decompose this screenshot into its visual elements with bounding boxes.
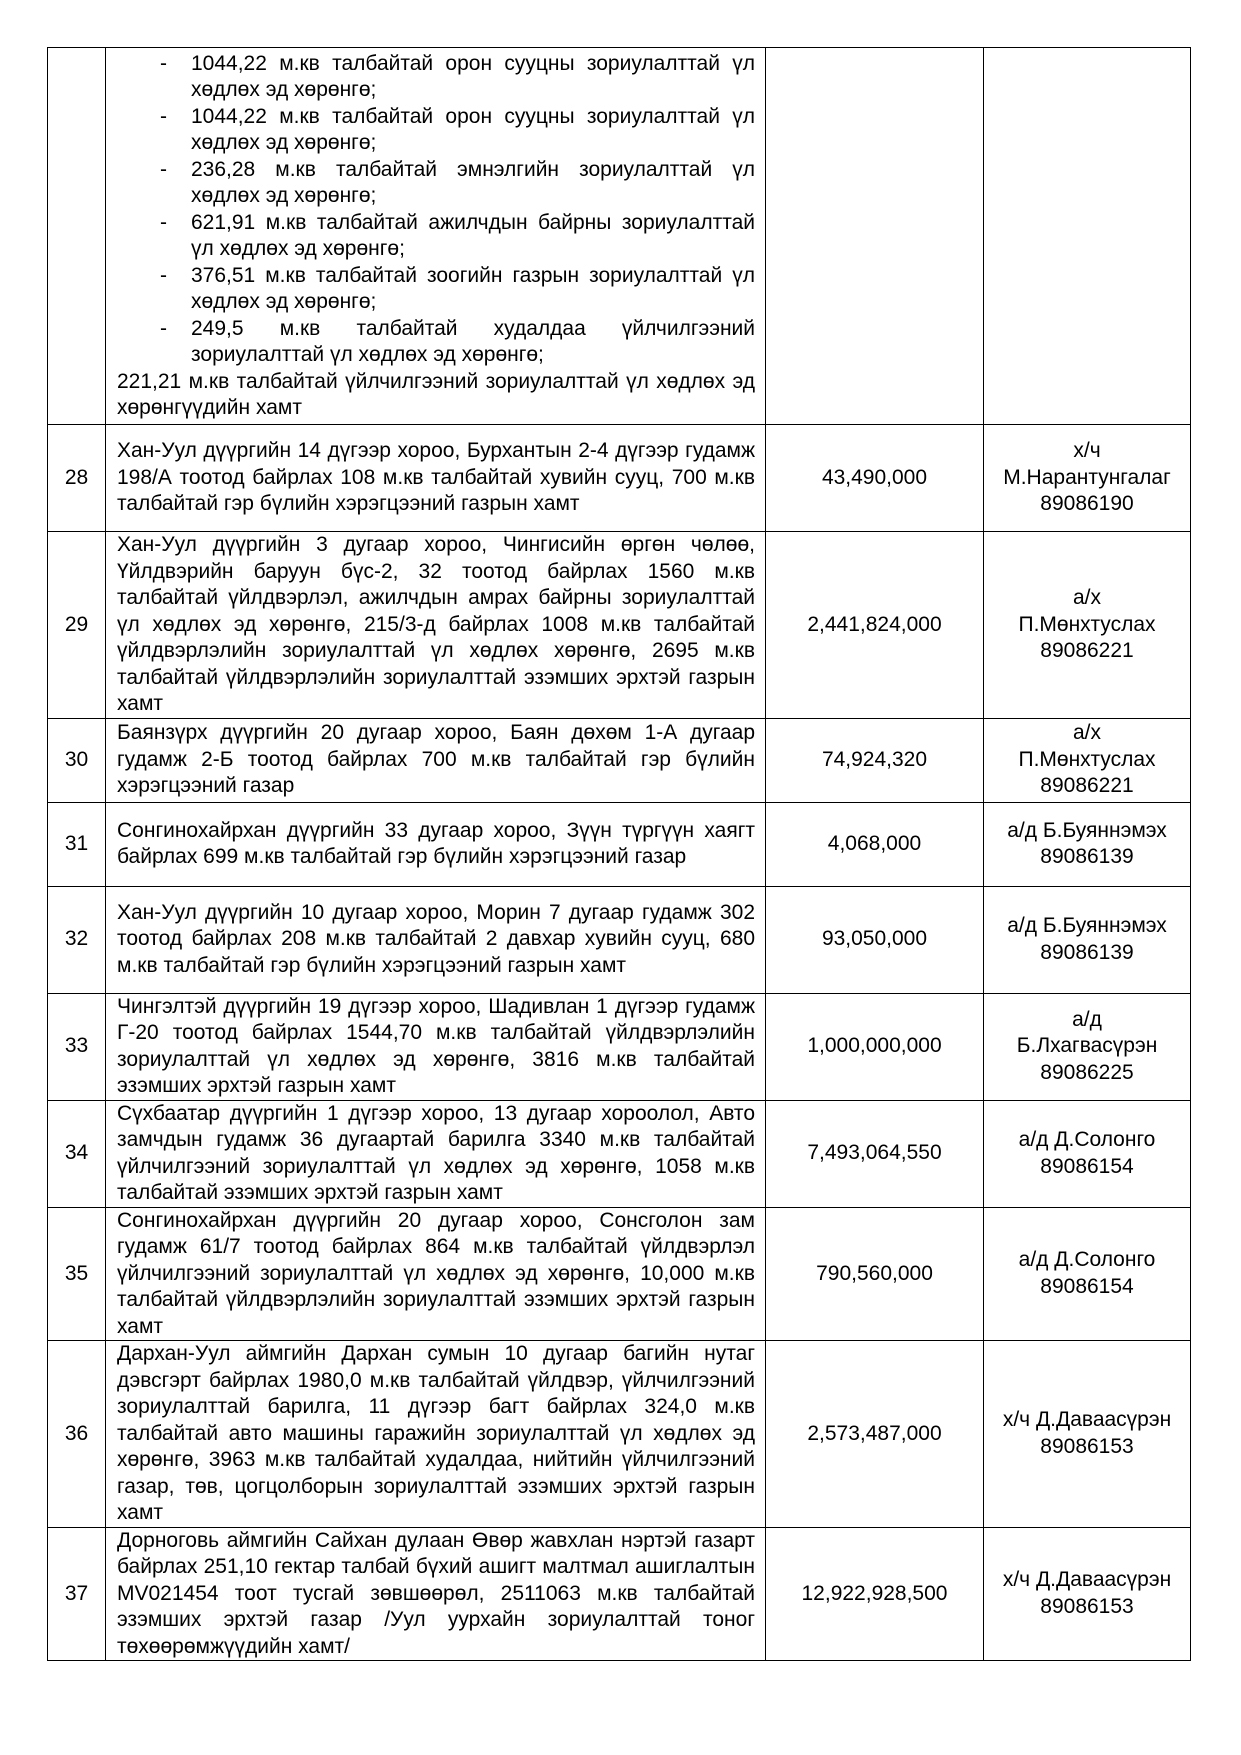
contact-cell [984, 802, 1191, 886]
property-description: Сүхбаатар дүүргийн 1 дүгээр хороо, 13 дугаар хороолол, Авто замчдын гудамж 36 дугаартай барилга 3340 м.кв талбайтай үйлчилгээний зориулалттай үл хөдлөх эд хөрөнгө, 1058 м.кв талбайтай эзэмших эрхтэй газрын хамт [117, 1101, 755, 1204]
asset-text: 621,91 м.кв талбайтай ажилчдын байрны зориулалттай үл хөдлөх эд хөрөнгө; [191, 210, 755, 260]
contact-line: а/д Д.Солонго [1018, 1128, 1156, 1151]
dash-bullet-icon: - [160, 316, 167, 340]
table-row [48, 993, 1191, 1100]
row-number-cell: 28 [48, 425, 106, 532]
dash-bullet-icon: - [160, 210, 167, 234]
row-number-cell: 37 [48, 1527, 106, 1661]
property-description: Хан-Уул дүүргийн 10 дугаар хороо, Морин 7 дугаар гудамж 302 тоотод байрлах 208 м.кв талбайтай 2 давхар хувийн сууц, 680 м.кв талбайтай гэр бүлийн хэрэгцээний газрын хамт [117, 900, 755, 977]
contact-cell [984, 1207, 1191, 1341]
contact-line: х/ч Д.Даваасүрэн [1002, 1408, 1172, 1432]
description-cell [106, 886, 766, 993]
row-number-cell: 30 [48, 718, 106, 802]
contact-line: а/д Д.Солонго [1018, 1248, 1156, 1272]
property-description: Хан-Уул дүүргийн 3 дугаар хороо, Чингисийн өргөн чөлөө, Үйлдвэрийн баруун бүс-2, 32 тоотод байрлах 1560 м.кв талбайтай үйлдвэрлэл, ажилчдын амрах байрны зориулалттай үл хөдлөх эд хөрөнгө, 215/3-д байрлах 1008 м.кв талбайтай үйлдвэрлэлийн зориулалттай үл хөдлөх хөрөнгө, 2695 м.кв талбайтай үйлдвэрлэлийн зориулалттай эзэмших эрхтэй газрын хамт [117, 533, 755, 715]
contact-cell [984, 425, 1191, 532]
contact-line: а/х [1072, 721, 1101, 745]
contact-line: 89086221 [1040, 639, 1134, 662]
property-description: Чингэлтэй дүүргийн 19 дүгээр хороо, Шадивлан 1 дүгээр гудамж Г-20 тоотод байрлах 1544,70 м.кв талбайтай үйлдвэрлэлийн зориулалттай үл хөдлөх эд хөрөнгө, 3816 м.кв талбайтай эзэмших эрхтэй газрын хамт [117, 994, 755, 1097]
contact-line: 89086154 [1040, 1274, 1134, 1298]
contact-line: а/х [1072, 586, 1101, 609]
contact-line: а/д Б.Буяннэмэх [1007, 818, 1167, 842]
contact-cell [984, 1341, 1191, 1528]
row-number-cell: 29 [48, 532, 106, 719]
contact-line: 89086190 [1040, 492, 1134, 516]
price-cell: 790,560,000 [766, 1207, 984, 1341]
price-cell [766, 48, 984, 425]
asset-list-item [117, 210, 755, 263]
contact-cell [984, 993, 1191, 1100]
price-cell: 2,573,487,000 [766, 1341, 984, 1528]
description-cell [106, 1207, 766, 1341]
price-cell: 1,000,000,000 [766, 993, 984, 1100]
property-description: Хан-Уул дүүргийн 14 дүгээр хороо, Бурхантын 2-4 дүгээр гудамж 198/А тоотод байрлах 108 м.кв талбайтай хувийн сууц, 700 м.кв талбайтай гэр бүлийн хэрэгцээний газрын хамт [117, 439, 755, 516]
description-cell [106, 1100, 766, 1207]
contact-line: 89086139 [1040, 845, 1134, 868]
description-cell [106, 993, 766, 1100]
property-description: Дорноговь аймгийн Сайхан дулаан Өвөр жавхлан нэртэй газарт байрлах 251,10 гектар талбай бүхий ашигт малтмал ашиглалтын MV021454 тоот тусгай зөвшөөрөл, 2511063 м.кв талбайтай эзэмших эрхтэй газар /Уул уурхайн зориулалттай тоног төхөөрөмжүүдийн хамт/ [117, 1528, 755, 1658]
price-cell: 7,493,064,550 [766, 1100, 984, 1207]
asset-text: 1044,22 м.кв талбайтай орон сууцны зориулалттай үл хөдлөх эд хөрөнгө; [191, 104, 755, 154]
contact-line: 89086153 [1040, 1434, 1134, 1458]
asset-list-tail: 221,21 м.кв талбайтай үйлчилгээний зориулалттай үл хөдлөх эд хөрөнгүүдийн хамт [117, 369, 755, 419]
price-cell: 12,922,928,500 [766, 1527, 984, 1661]
contact-line: М.Нарантунгалаг [1003, 465, 1171, 489]
contact-cell [984, 886, 1191, 993]
table-row [48, 1207, 1191, 1341]
contact-cell [984, 48, 1191, 425]
row-number-cell: 34 [48, 1100, 106, 1207]
price-cell: 43,490,000 [766, 425, 984, 532]
contact-line: 89086154 [1040, 1154, 1134, 1178]
contact-line: 89086221 [1040, 774, 1134, 798]
contact-cell [984, 718, 1191, 802]
contact-cell [984, 1100, 1191, 1207]
asset-text: 236,28 м.кв талбайтай эмнэлгийн зориулалттай үл хөдлөх эд хөрөнгө; [191, 157, 755, 207]
asset-list-item [117, 51, 755, 104]
table-row [48, 532, 1191, 719]
asset-text: 249,5 м.кв талбайтай худалдаа үйлчилгээний зориулалттай үл хөдлөх эд хөрөнгө; [191, 316, 755, 366]
description-cell [106, 48, 766, 425]
row-number-cell: 36 [48, 1341, 106, 1528]
description-cell [106, 1341, 766, 1528]
contact-line: 89086153 [1040, 1594, 1134, 1618]
table-row [48, 1100, 1191, 1207]
contact-line: 89086139 [1040, 940, 1134, 964]
table-row-continuation [48, 48, 1191, 425]
description-cell [106, 718, 766, 802]
dash-bullet-icon: - [160, 157, 167, 181]
price-cell: 2,441,824,000 [766, 532, 984, 719]
description-cell [106, 802, 766, 886]
contact-line: 89086225 [1040, 1060, 1134, 1084]
asset-list [117, 51, 755, 369]
table-row [48, 1341, 1191, 1528]
table-body [48, 48, 1191, 1661]
table-row [48, 1527, 1191, 1661]
property-description: Сонгинохайрхан дүүргийн 33 дугаар хороо, Зүүн түргүүн хаягт байрлах 699 м.кв талбайтай гэр бүлийн хэрэгцээний газар [117, 818, 755, 868]
row-number-cell [48, 48, 106, 425]
dash-bullet-icon: - [160, 104, 167, 128]
contact-line: х/ч [1073, 439, 1101, 463]
property-table [47, 47, 1191, 1661]
price-cell: 4,068,000 [766, 802, 984, 886]
asset-text: 1044,22 м.кв талбайтай орон сууцны зориулалттай үл хөдлөх эд хөрөнгө; [191, 51, 755, 101]
table-row [48, 718, 1191, 802]
description-cell [106, 425, 766, 532]
description-cell [106, 532, 766, 719]
asset-list-item [117, 316, 755, 369]
contact-line: П.Мөнхтуслах [1018, 612, 1156, 636]
contact-cell [984, 1527, 1191, 1661]
asset-list-item [117, 263, 755, 316]
contact-line: П.Мөнхтуслах [1018, 747, 1156, 771]
row-number-cell: 35 [48, 1207, 106, 1341]
contact-line: Б.Лхагвасүрэн [1016, 1034, 1158, 1058]
table-row [48, 425, 1191, 532]
contact-cell [984, 532, 1191, 719]
asset-text: 376,51 м.кв талбайтай зоогийн газрын зориулалттай үл хөдлөх эд хөрөнгө; [191, 263, 755, 313]
row-number-cell: 32 [48, 886, 106, 993]
contact-line: х/ч Д.Даваасүрэн [1002, 1568, 1172, 1592]
asset-list-item [117, 104, 755, 157]
asset-list-item [117, 157, 755, 210]
contact-line: а/д Б.Буяннэмэх [1007, 914, 1167, 937]
description-cell [106, 1527, 766, 1661]
property-description: Сонгинохайрхан дүүргийн 20 дугаар хороо, Сонсголон зам гудамж 61/7 тоотод байрлах 864 м.кв талбайтай үйлдвэрлэл үйлчилгээний зориулалттай үл хөдлөх эд хөрөнгө, 10,000 м.кв талбайтай үйлдвэрлэлийн зориулалттай эзэмших эрхтэй газрын хамт [117, 1208, 755, 1338]
property-description: Дархан-Уул аймгийн Дархан сумын 10 дугаар багийн нутаг дэвсгэрт байрлах 1980,0 м.кв талбайтай үйлдвэр, үйлчилгээний зориулалттай барилга, 11 дүгээр багт байрлах 324,0 м.кв талбайтай авто машины гаражийн зориулалттай үл хөдлөх эд хөрөнгө, 3963 м.кв талбайтай худалдаа, нийтийн үйлчилгээний газар, төв, цогцолборын зориулалттай эзэмших эрхтэй газрын хамт [117, 1342, 755, 1524]
price-cell: 93,050,000 [766, 886, 984, 993]
table-row [48, 886, 1191, 993]
table-row [48, 802, 1191, 886]
row-number-cell: 31 [48, 802, 106, 886]
dash-bullet-icon: - [160, 263, 167, 287]
property-description: Баянзүрх дүүргийн 20 дугаар хороо, Баян дөхөм 1-А дугаар гудамж 2-Б тоотод байрлах 700 м.кв талбайтай гэр бүлийн хэрэгцээний газар [117, 721, 755, 798]
dash-bullet-icon: - [160, 51, 167, 75]
price-cell: 74,924,320 [766, 718, 984, 802]
contact-line: а/д [1072, 1007, 1102, 1031]
row-number-cell: 33 [48, 993, 106, 1100]
